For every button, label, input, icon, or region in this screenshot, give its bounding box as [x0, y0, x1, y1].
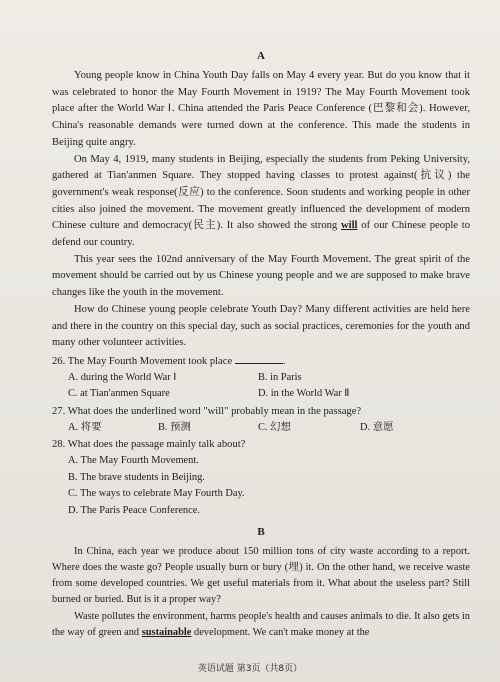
paragraph	[52, 68, 470, 152]
question-text: 27. What does the underlined word "will" probably mean in the passage?	[52, 405, 362, 417]
question-text: 28. What does the passage mainly talk about?	[52, 438, 246, 450]
question-text: .	[282, 355, 286, 367]
question	[52, 437, 470, 520]
option-list	[68, 453, 470, 519]
paragraph-text: How do Chinese young people celebrate Youth Day? Many different activities are held here and there in the country on this special day, such as social practices, ceremonies for the youth and many other volunteer activities.	[52, 303, 470, 349]
paragraph-text: of our Chinese people to defend our country.	[52, 220, 470, 249]
option-list	[68, 370, 470, 402]
section-b-title: B	[257, 525, 265, 538]
paragraph	[52, 152, 470, 252]
page-footer: 英语试题 第3页（共8页）	[197, 664, 303, 674]
option: B. 预测	[158, 421, 191, 433]
paragraph-text: Waste pollutes the environment, harms people's health and causes animals to die. It also gets in the way of green and	[52, 610, 470, 639]
option: B. in Paris	[258, 372, 302, 384]
question-text: 26. The May Fourth Movement took place	[52, 355, 235, 367]
underlined-word: will	[341, 220, 358, 232]
paragraph-text: This year sees the 102nd anniversary of the May Fourth Movement. The great spirit of the movement should be carried out by us Chinese young people and we are supposed to make brave changes like the youth in the movement.	[52, 253, 470, 299]
option: A. during the World War Ⅰ	[68, 372, 177, 384]
option: C. 幻想	[258, 421, 291, 433]
paragraph	[52, 252, 470, 302]
question-stem	[52, 437, 470, 453]
option: A. The May Fourth Movement.	[68, 455, 199, 467]
question	[52, 353, 470, 403]
section-a-passage	[52, 68, 470, 352]
section-a	[52, 50, 470, 352]
paragraph-text: In China, each year we produce about 150 million tons of city waste according to a report. Where does the waste go? People usually burn or bury (埋) it. On the other hand, we receive waste from some developed countries. We get useful materials from it. What about the useless part? Still burned or buried. But is it a proper way?	[52, 545, 470, 606]
paragraph	[52, 544, 470, 609]
paragraph-text: development. We can't make money at the	[191, 627, 370, 639]
option: B. The brave students in Beijing.	[68, 471, 205, 483]
question-list	[52, 353, 470, 520]
section-b	[52, 526, 470, 642]
option: D. 意愿	[360, 421, 394, 433]
question	[52, 404, 470, 436]
answer-blank	[235, 353, 283, 364]
section-b-passage	[52, 544, 470, 642]
question-stem	[52, 353, 470, 370]
paragraph-text: Young people know in China Youth Day falls on May 4 every year. But do you know that it was celebrated to honor the May Fourth Movement in 1919? The May Fourth Movement took place after the World War Ⅰ. China attended the Paris Peace Conference (巴黎和会). However, China's reasonable demands were turned down at the conference. This made the students in Beijing quite angry.	[52, 70, 470, 148]
question-stem	[52, 404, 470, 420]
paragraph	[52, 302, 470, 352]
option: C. at Tian'anmen Square	[68, 388, 170, 400]
paragraph-text: On May 4, 1919, many students in Beijing, especially the students from Peking University, gathered at Tian'anmen Square. They stopped having classes to protest against(抗议) the government's weak response(反应) to the conference. Soon students and working people in other cities also joined the movement. The movement greatly influenced the development of modern Chinese culture and democracy(民主). It also showed the strong	[52, 153, 470, 232]
option-list	[68, 420, 470, 436]
section-a-title: A	[257, 50, 265, 62]
option: D. The Paris Peace Conference.	[68, 504, 200, 516]
option: C. The ways to celebrate May Fourth Day.	[68, 488, 245, 500]
underlined-word: sustainable	[141, 627, 192, 639]
option: D. in the World War Ⅱ	[258, 388, 350, 400]
option: A. 将要	[68, 421, 102, 433]
paragraph	[52, 609, 470, 642]
